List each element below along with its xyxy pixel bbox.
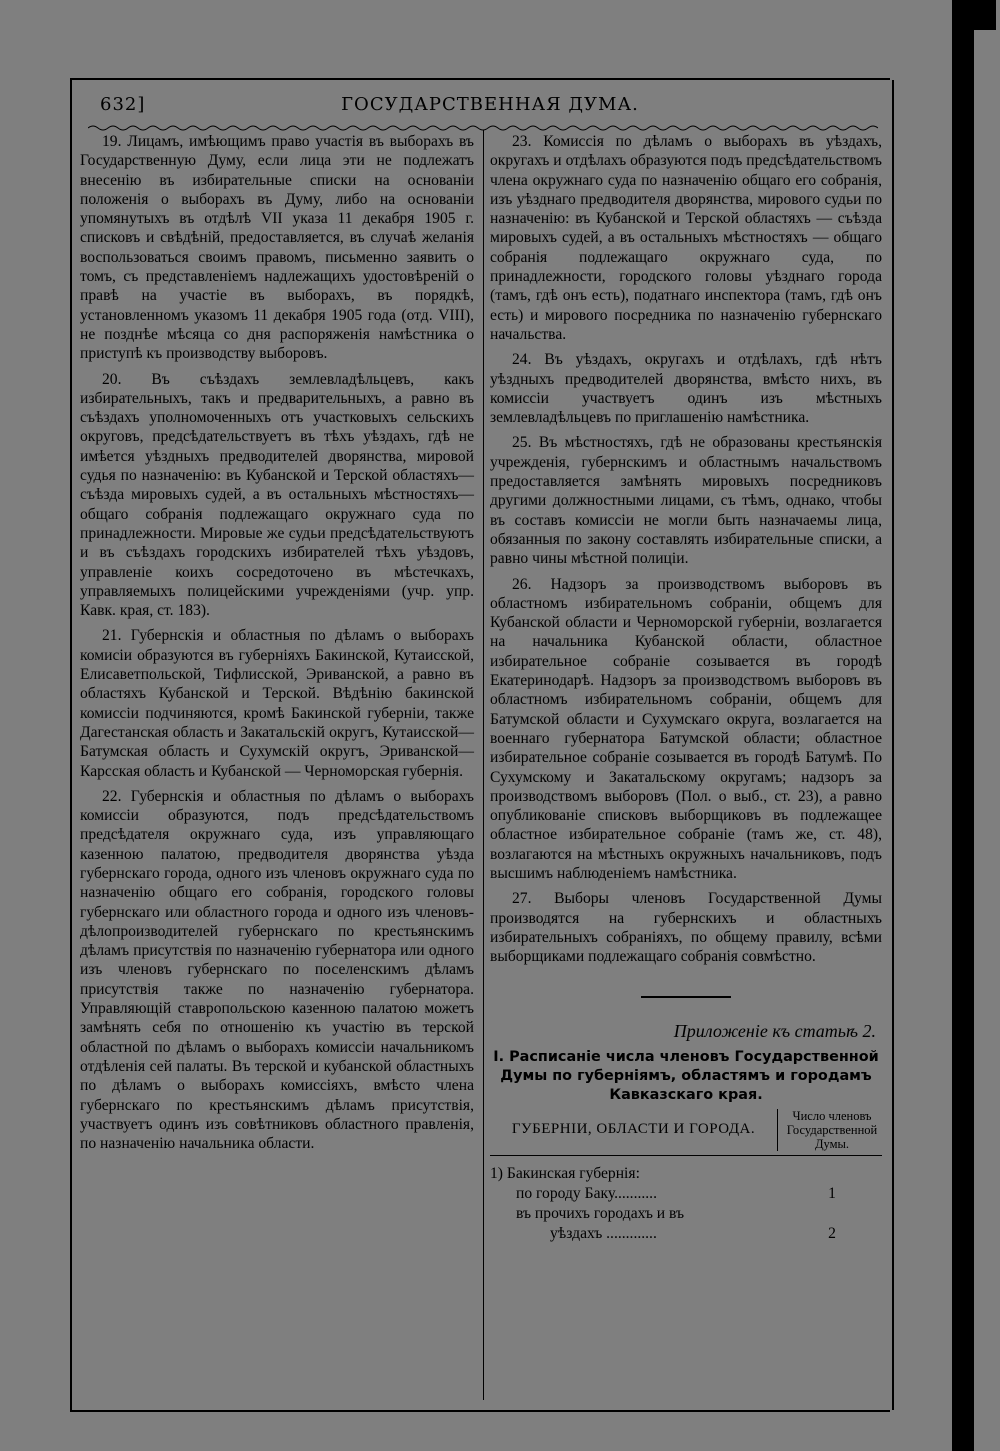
article-24: 24. Въ уѣздахъ, округахъ и отдѣлахъ, гдѣ нѣтъ уѣздныхъ предводителей дворянства, вмѣсто нихъ, въ комиссіи участвуетъ одинъ изъ мѣстныхъ землевладѣльцевъ по приглашенію намѣстника. xyxy=(490,351,882,427)
running-title: ГОСУДАРСТВЕННАЯ ДУМА. xyxy=(341,94,639,115)
row-value: 2 xyxy=(828,1224,836,1242)
article-26: 26. Надзоръ за производствомъ выборовъ въ областномъ избирательномъ собраніи, общемъ для Кубанской области и Черноморской губерніи, возлагается на начальника Кубанской области, областное избирательное собраніе созывается въ городѣ Екатеринодарѣ. Надзоръ за производствомъ выборовъ въ областномъ избирательномъ собраніи, общемъ для Батумской области и Сухумскаго округа, возлагается на военнаго губернатора Батумской области; областное избирательное собраніе созывается въ городѣ Батумѣ. По Сухумскому и Закатальскому округамъ; надзоръ за производствомъ выборовъ (Пол. о выб., ст. 23), а равно опубликованіе списковъ выборщиковъ въ подлежащее областное избирательное собраніе (тамъ же, ст. 48), возлагаются на мѣстныхъ окружныхъ начальниковъ, подъ высшимъ наблюденіемъ намѣстника. xyxy=(490,575,882,882)
article-19: 19. Лицамъ, имѣющимъ право участія въ выборахъ въ Государственную Думу, если лица эти не подлежатъ внесенію въ избирательные списки на основаніи положенія о выборахъ въ Думу, либо на основаніи упомянутыхъ въ отдѣлѣ VII указа 11 декабря 1905 г. списковъ и свѣдѣній, предоставляется, въ случаѣ желанія воспользоваться своимъ правомъ, письменно заявить о томъ, съ представленіемъ надлежащихъ удостовѣреній о правѣ на участіе въ выборахъ, въ порядкѣ, установленномъ указомъ 11 декабря 1905 года (отд. VIII), не позднѣе мѣсяца со дня распоряженія намѣстника о приступѣ къ производству выборовъ. xyxy=(80,133,474,363)
column-divider xyxy=(483,130,484,1400)
scan-edge-bar xyxy=(952,0,974,1451)
table-row xyxy=(490,1224,882,1244)
table-row xyxy=(490,1184,882,1204)
row-value xyxy=(782,1164,882,1184)
row-label: уѣздахъ ............. xyxy=(550,1224,657,1242)
article-22: 22. Губернскія и областныя по дѣламъ о выборахъ комиссіи образуются, подъ предсѣдательствомъ предсѣдателя окружнаго суда, изъ управляющаго казенною палатою, предводителя дворянства уѣзда губернскаго города, одного изъ членовъ окружнаго суда по назначенію общаго его собранія, городского головы губернскаго или областного города и одного изъ членовъ-дѣлопроизводителей губернскаго по крестьянскимъ дѣламъ присутствія по назначенію губернатора или одного изъ членовъ губернскаго по поселенскимъ дѣламъ присутствія также по назначенію губернатора. Управляющій ставропольскою казенною палатою можетъ замѣнять себя по отношенію къ участію въ терской областной по дѣламъ о выборахъ комиссіи начальникомъ отдѣленія сей палаты. Въ терской и кубанской областныхъ по дѣламъ о выборахъ комиссіяхъ, вмѣсто члена губернскаго по крестьянскимъ дѣламъ присутствія, участвуетъ одинъ изъ совѣтниковъ областного правленія, по назначенію начальника области. xyxy=(80,787,474,1153)
article-20: 20. Въ съѣздахъ землевладѣльцевъ, какъ избирательныхъ, такъ и предварительныхъ, а равно въ съѣздахъ уполномоченныхъ отъ участковыхъ сельскихъ округовъ, предсѣдательствуетъ въ тѣхъ уѣздахъ, гдѣ не имѣется уѣздныхъ предводителей дворянства, мировой судья по назначенію: въ Кубанской и Терской областяхъ—съѣзда мировыхъ судей, а въ остальныхъ мѣстностяхъ—общаго собранія подлежащаго окружнаго суда по принадлежности. Мировые же судьи предсѣдательствуютъ и въ съѣздахъ городскихъ избирателей тѣхъ уѣздовъ, управленіе коихъ сосредоточено въ мѣстечкахъ, управляемыхъ полицейскими учрежденіями (учр. упр. Кавк. края, ст. 183). xyxy=(80,370,474,620)
table-row xyxy=(490,1204,882,1224)
row-value xyxy=(782,1204,882,1224)
left-column xyxy=(80,132,474,1153)
right-column xyxy=(490,132,882,1244)
section-separator xyxy=(641,996,731,998)
appendix-heading: Приложеніе къ статьѣ 2. xyxy=(673,1021,876,1042)
table-body xyxy=(490,1164,882,1244)
row-label: 1) Бакинская губернія: xyxy=(490,1164,640,1182)
running-header xyxy=(100,94,880,124)
table-title: I. Расписаніе числа членовъ Государственной Думы по губерніямъ, областямъ и городамъ Кавказскаго края. xyxy=(493,1048,879,1103)
table-header xyxy=(490,1109,882,1156)
table-col-head-regions: ГУБЕРНІИ, ОБЛАСТИ И ГОРОДА. xyxy=(511,1121,756,1138)
table-row xyxy=(490,1164,882,1184)
page-number: 632] xyxy=(100,94,146,115)
article-21: 21. Губернскія и областныя по дѣламъ о выборахъ комисіи образуются въ губерніяхъ Бакинской, Кутаисской, Елисаветпольской, Тифлисской, Эриванской, а равно въ областяхъ Кубанской и Терской. Вѣдѣнію бакинской комиссіи подчиняются, кромѣ Бакинской губерніи, также Дагестанская область и Закатальскій округъ, Кутаисской—Батумская область и Сухумскій округъ, Эриванской—Карсская область и Кубанской — Черноморская губернія. xyxy=(80,627,474,780)
article-25: 25. Въ мѣстностяхъ, гдѣ не образованы крестьянскія учрежденія, губернскимъ и областнымъ начальствомъ предоставляется замѣнять мировыхъ посредниковъ другими должностными лицами, съ тѣмъ, однако, чтобы въ составъ комиссіи не могли быть назначаемы лица, обязанныя по закону составлять избирательные списки, а равно чины мѣстной полиціи. xyxy=(490,434,882,568)
article-23: 23. Комиссія по дѣламъ о выборахъ въ уѣздахъ, округахъ и отдѣлахъ образуются подъ предсѣдательствомъ члена окружнаго суда по назначенію общаго его собранія, изъ уѣзднаго предводителя дворянства, мирового судьи по назначенію: въ Кубанской и Терской областяхъ — съѣзда мировыхъ судей, а въ остальныхъ мѣстностяхъ — общаго собранія подлежащаго окружнаго суда, по принадлежности, городского головы уѣзднаго города (тамъ, гдѣ онъ есть), податнаго инспектора (тамъ, гдѣ онъ есть) и мирового посредника по назначенію губернскаго начальства. xyxy=(490,133,882,343)
row-label: въ прочихъ городахъ и въ xyxy=(516,1204,685,1222)
row-label: по городу Баку........... xyxy=(516,1184,657,1202)
article-27: 27. Выборы членовъ Государственной Думы производятся на губернскихъ и областныхъ избирательныхъ собраніяхъ, по общему правилу, всѣми выборщиками подлежащаго собранія совмѣстно. xyxy=(490,890,882,966)
bottom-rule xyxy=(70,1410,890,1412)
row-value: 1 xyxy=(828,1184,836,1202)
table-col-head-members: Число членовъ Государственной Думы. xyxy=(777,1109,882,1151)
